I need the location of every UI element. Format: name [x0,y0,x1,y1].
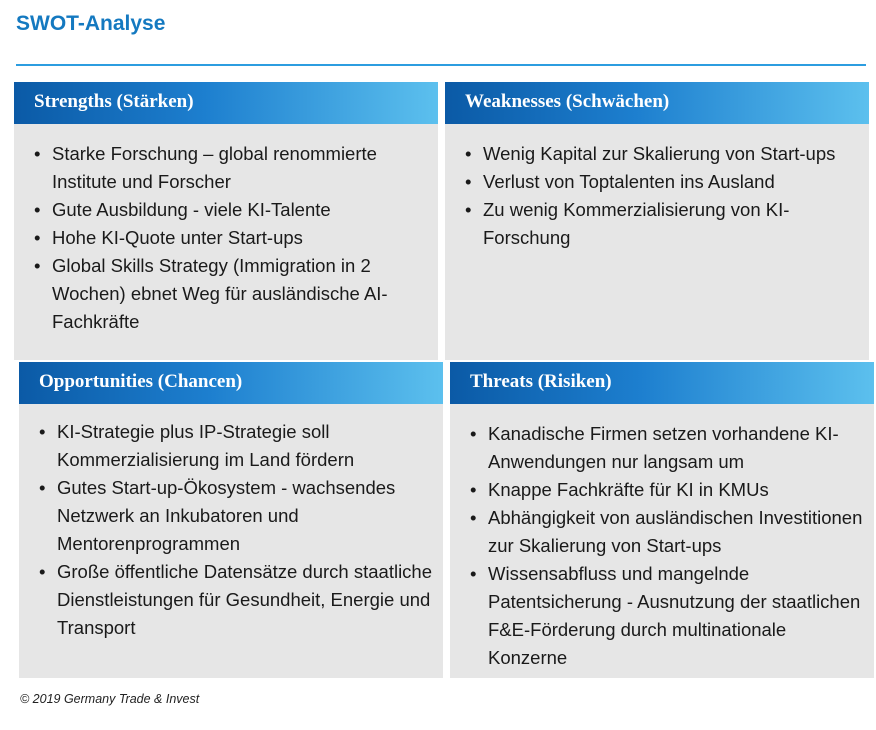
strengths-body [14,124,438,360]
opportunities-panel [19,362,443,678]
opportunities-item: • Gutes Start-up-Ökosystem - wachsendes Netzwerk an Inkubatoren und Mentorenprogrammen [39,474,435,558]
weaknesses-item: • Verlust von Toptalenten ins Ausland [465,168,861,196]
title-divider [16,64,866,66]
strengths-item: • Hohe KI-Quote unter Start-ups [34,224,430,252]
threats-body [450,404,874,678]
weaknesses-heading: Weaknesses (Schwächen) [445,82,869,124]
strengths-item: • Global Skills Strategy (Immigration in 2 Wochen) ebnet Weg für ausländische AI-Fachkräfte [34,252,430,336]
threats-panel [450,362,874,678]
strengths-panel [14,82,438,360]
strengths-heading: Strengths (Stärken) [14,82,438,124]
weaknesses-panel [445,82,869,360]
opportunities-item: • KI-Strategie plus IP-Strategie soll Kommerzialisierung im Land fördern [39,418,435,474]
opportunities-body [19,404,443,678]
weaknesses-item: • Zu wenig Kommerzialisierung von KI-Forschung [465,196,861,252]
threats-item: • Wissensabfluss und mangelnde Patentsicherung - Ausnutzung der staatlichen F&E-Förderung durch multinationale Konzerne [470,560,866,672]
threats-item: • Kanadische Firmen setzen vorhandene KI-Anwendungen nur langsam um [470,420,866,476]
weaknesses-item: • Wenig Kapital zur Skalierung von Start-ups [465,140,861,168]
threats-item: • Abhängigkeit von ausländischen Investitionen zur Skalierung von Start-ups [470,504,866,560]
strengths-item: • Starke Forschung – global renommierte Institute und Forscher [34,140,430,196]
page-title: SWOT-Analyse [16,12,166,35]
copyright-footer: © 2019 Germany Trade & Invest [20,692,200,706]
weaknesses-body [445,124,869,360]
opportunities-heading: Opportunities (Chancen) [19,362,443,404]
strengths-item: • Gute Ausbildung - viele KI-Talente [34,196,430,224]
threats-heading: Threats (Risiken) [450,362,874,404]
threats-item: • Knappe Fachkräfte für KI in KMUs [470,476,866,504]
opportunities-item: • Große öffentliche Datensätze durch staatliche Dienstleistungen für Gesundheit, Energie und Transport [39,558,435,642]
